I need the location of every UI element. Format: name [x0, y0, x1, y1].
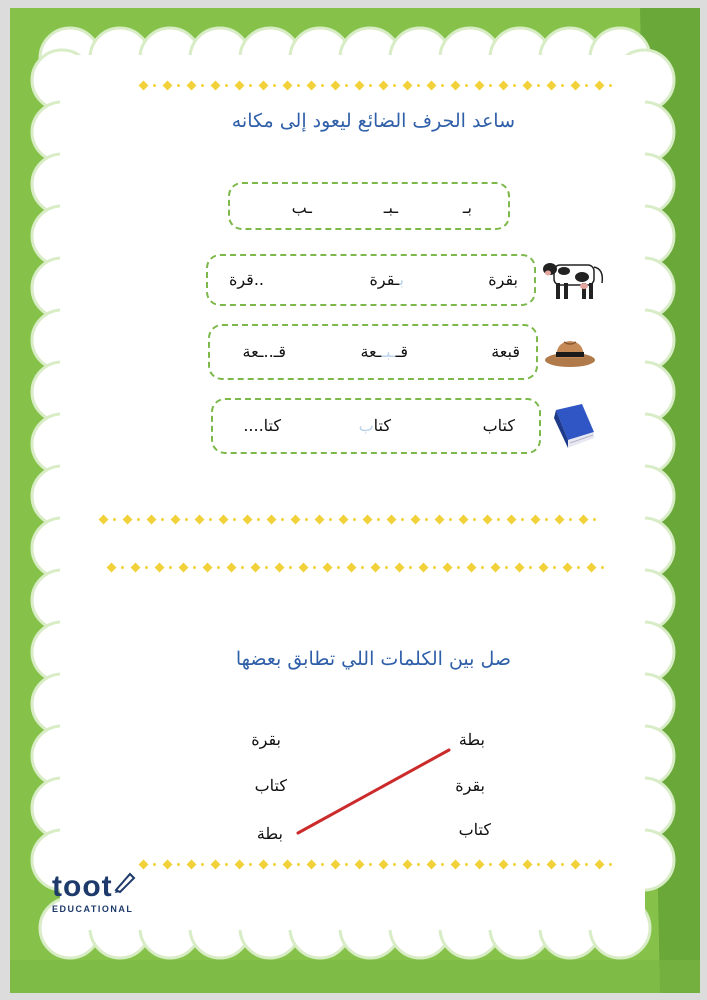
match-left-2: كتاب: [254, 776, 287, 795]
word-blank: ..قرة: [228, 270, 264, 289]
match-right-3: كتاب: [458, 820, 491, 839]
word-full: قبعة: [491, 342, 520, 361]
letter-form-medial: ـبـ: [383, 198, 398, 217]
word-partial-text: ـقرة: [369, 270, 400, 289]
faint-letter: ـبـ: [381, 342, 396, 361]
word-blank: قـ..ـعة: [242, 342, 286, 361]
word-partial-start: قـ: [395, 342, 408, 361]
match-left-1: بقرة: [251, 730, 281, 749]
match-right-2: بقرة: [455, 776, 485, 795]
word-partial-text: كتا: [373, 416, 391, 435]
letter-form-initial: بـ: [462, 198, 472, 217]
logo-name: toot: [52, 870, 113, 903]
section2-title: صل بين الكلمات اللي تطابق بعضها: [235, 648, 511, 670]
faint-letter: ب: [358, 416, 374, 435]
word-blank: كتا....: [243, 416, 281, 435]
section1-title: ساعد الحرف الضائع ليعود إلى مكانه: [231, 110, 515, 132]
logo-subtitle: EDUCATIONAL: [52, 904, 134, 914]
pencil-icon: [112, 870, 138, 894]
faint-letter: ب: [399, 270, 404, 289]
match-right-1: بطة: [458, 730, 485, 749]
word-partial-end: ـعة: [360, 342, 382, 361]
letter-form-final: ـب: [291, 198, 312, 217]
match-left-3: بطة: [256, 824, 283, 843]
word-full: كتاب: [482, 416, 515, 435]
toot-logo: [52, 872, 133, 914]
word-full: بقرة: [488, 270, 518, 289]
